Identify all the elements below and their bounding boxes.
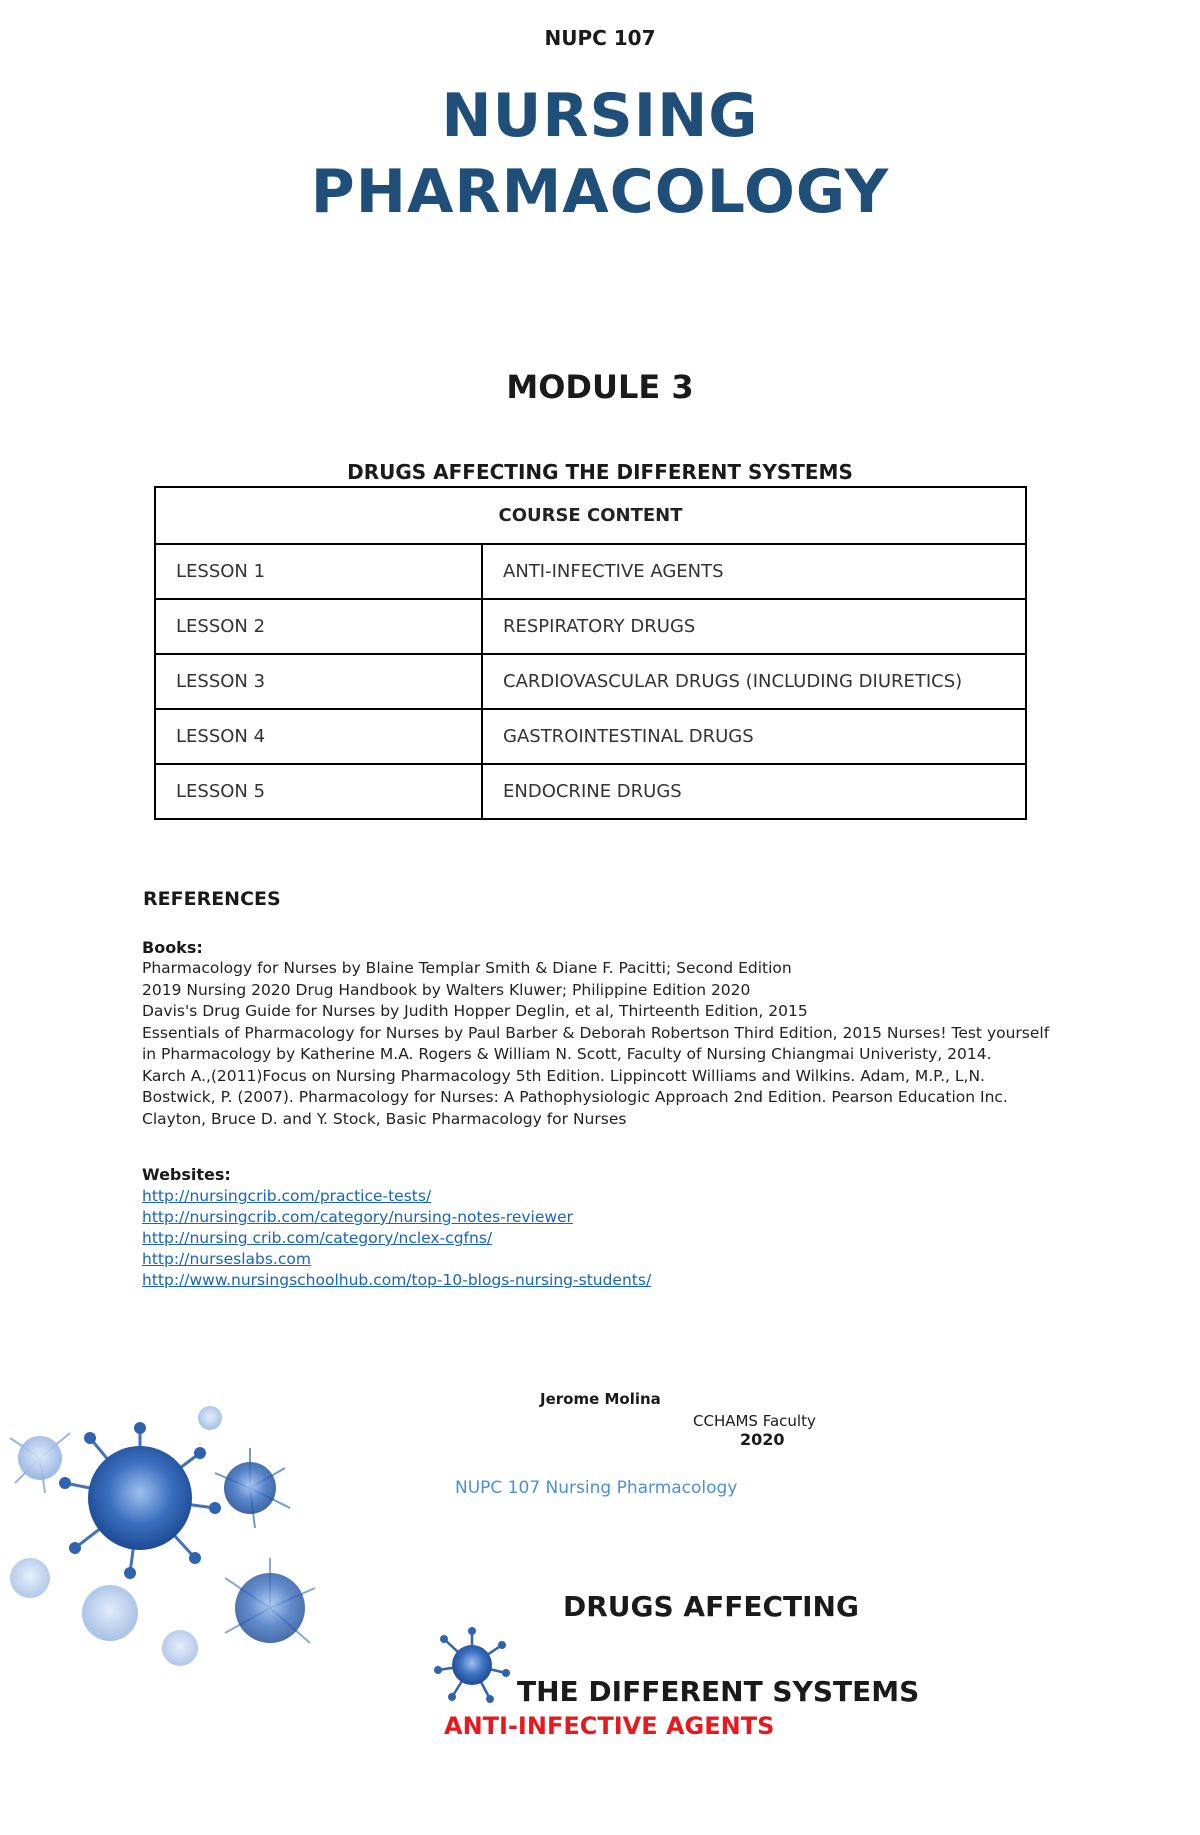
topic-cell: ENDOCRINE DRUGS (482, 764, 1026, 819)
table-row (155, 764, 1026, 819)
table-row (155, 709, 1026, 764)
lesson-cell: LESSON 5 (155, 764, 482, 819)
website-link[interactable]: http://nursingcrib.com/practice-tests/ (142, 1187, 432, 1205)
books-list (142, 958, 1082, 1130)
table-row (155, 599, 1026, 654)
lesson-cell: LESSON 4 (155, 709, 482, 764)
author-name: Jerome Molina (540, 1390, 661, 1408)
title-line-2: PHARMACOLOGY (310, 157, 890, 227)
table-row (155, 654, 1026, 709)
websites-list (142, 1186, 651, 1291)
list-item: 2019 Nursing 2020 Drug Handbook by Walters Kluwer; Philippine Edition 2020 (142, 980, 751, 999)
page-title (0, 78, 1200, 230)
author-role: CCHAMS Faculty (693, 1412, 816, 1430)
footer-lesson-title: ANTI-INFECTIVE AGENTS (444, 1712, 775, 1740)
footer-title-line-1: DRUGS AFFECTING (563, 1590, 859, 1623)
table-row (155, 544, 1026, 599)
list-item: Bostwick, P. (2007). Pharmacology for Nurses: A Pathophysiologic Approach 2nd Edition. Pearson Education Inc. (142, 1088, 1008, 1106)
references-heading: REFERENCES (143, 888, 281, 910)
list-item: Essentials of Pharmacology for Nurses by Paul Barber & Deborah Robertson Third Edition, 2015 Nurses! Test yourself (142, 1023, 1050, 1042)
topic-cell: GASTROINTESTINAL DRUGS (482, 709, 1026, 764)
virus-small-icon (432, 1625, 512, 1705)
lesson-cell: LESSON 3 (155, 654, 482, 709)
virus-illustration-icon (0, 1398, 330, 1678)
lesson-cell: LESSON 2 (155, 599, 482, 654)
table-header: COURSE CONTENT (155, 487, 1026, 544)
website-link[interactable]: http://nurseslabs.com (142, 1250, 311, 1268)
website-link[interactable]: http://nursing crib.com/category/nclex-cgfns/ (142, 1229, 493, 1247)
lesson-cell: LESSON 1 (155, 544, 482, 599)
list-item: Clayton, Bruce D. and Y. Stock, Basic Pharmacology for Nurses (142, 1109, 627, 1128)
topic-cell: RESPIRATORY DRUGS (482, 599, 1026, 654)
list-item: in Pharmacology by Katherine M.A. Rogers & William N. Scott, Faculty of Nursing Chiangmai Univeristy, 2014. (142, 1045, 992, 1063)
course-content-table (154, 486, 1027, 820)
books-heading: Books: (142, 938, 203, 957)
module-label: MODULE 3 (506, 368, 694, 406)
course-code: NUPC 107 (544, 26, 656, 50)
websites-heading: Websites: (142, 1165, 231, 1184)
footer-title-line-2: THE DIFFERENT SYSTEMS (517, 1675, 920, 1708)
website-link[interactable]: http://nursingcrib.com/category/nursing-notes-reviewer (142, 1208, 573, 1226)
list-item: Karch A.,(2011)Focus on Nursing Pharmacology 5th Edition. Lippincott Williams and Wilkins. Adam, M.P., L,N. (142, 1066, 985, 1085)
footer-course-title: NUPC 107 Nursing Pharmacology (455, 1478, 738, 1498)
topic-cell: CARDIOVASCULAR DRUGS (INCLUDING DIURETICS) (482, 654, 1026, 709)
table-header-row (155, 487, 1026, 544)
website-link[interactable]: http://www.nursingschoolhub.com/top-10-blogs-nursing-students/ (142, 1271, 652, 1289)
title-line-1: NURSING (441, 81, 759, 151)
topic-cell: ANTI-INFECTIVE AGENTS (482, 544, 1026, 599)
author-year: 2020 (740, 1430, 785, 1449)
list-item: Davis's Drug Guide for Nurses by Judith Hopper Deglin, et al, Thirteenth Edition, 2015 (142, 1002, 808, 1020)
list-item: Pharmacology for Nurses by Blaine Templar Smith & Diane F. Pacitti; Second Edition (142, 959, 792, 977)
module-subtitle: DRUGS AFFECTING THE DIFFERENT SYSTEMS (347, 460, 853, 484)
